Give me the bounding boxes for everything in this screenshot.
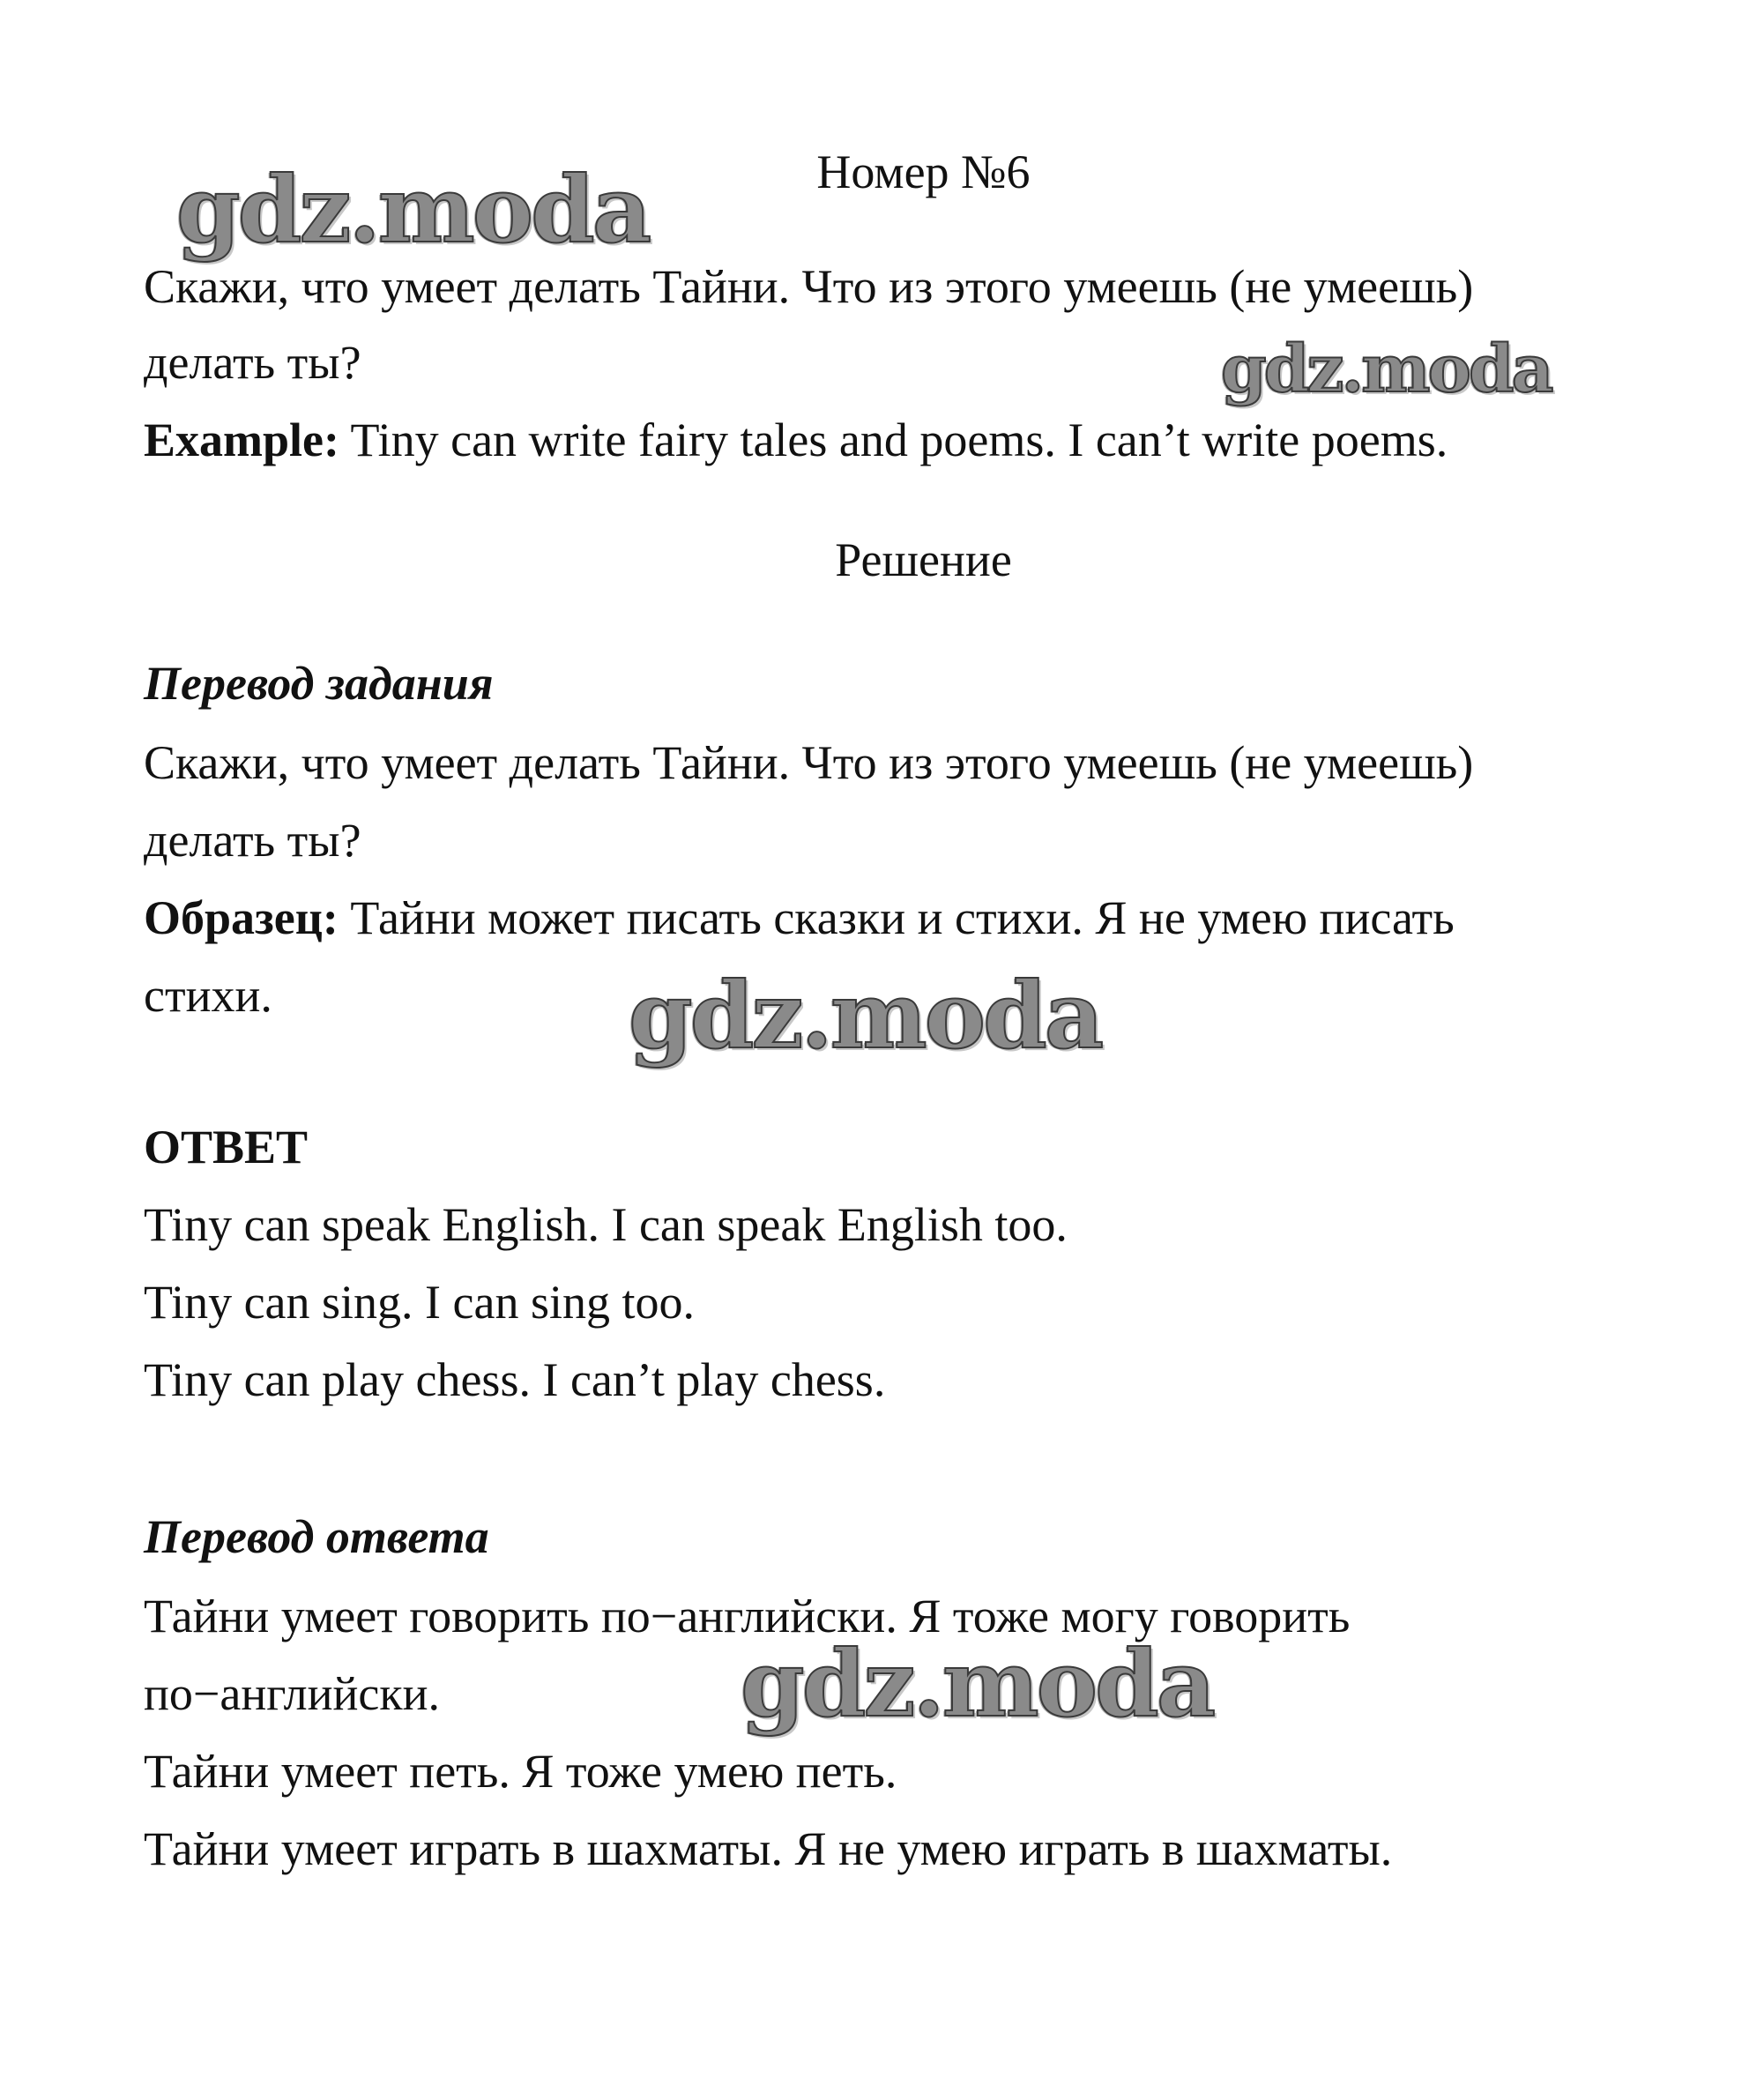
task-line-2: делать ты? [144, 336, 361, 389]
solution-heading: Решение [835, 533, 1012, 586]
answer-heading: ОТВЕТ [144, 1121, 309, 1173]
translation-sample-cont: стихи. [144, 969, 272, 1022]
example-label: Example: [144, 413, 339, 466]
task-example [144, 413, 1448, 466]
answer-line-3: Tiny can play chess. I can’t play chess. [144, 1353, 886, 1406]
task-line-1: Скажи, что умеет делать Тайни. Что из этого умеешь (не умеешь) [144, 260, 1474, 313]
translation-sample [144, 891, 1455, 944]
translation-heading: Перевод задания [144, 657, 494, 710]
translation-line-1: Скажи, что умеет делать Тайни. Что из этого умеешь (не умеешь) [144, 736, 1474, 789]
answer-translation-line-2: по−английски. [144, 1667, 440, 1720]
watermark-logo: gdz.moda [741, 1629, 1214, 1738]
sample-text: Тайни может писать сказки и стихи. Я не умею писать [338, 891, 1455, 944]
translation-line-2: делать ты? [144, 814, 361, 867]
sample-label: Образец: [144, 891, 339, 944]
example-text: Tiny can write fairy tales and poems. I can’t write poems. [339, 413, 1448, 466]
answer-line-2: Tiny can sing. I can sing too. [144, 1276, 695, 1329]
page-title: Номер №6 [816, 145, 1031, 198]
watermark-logo: gdz.moda [1221, 331, 1552, 407]
answer-line-1: Tiny can speak English. I can speak English too. [144, 1198, 1068, 1251]
watermark-logo: gdz.moda [176, 155, 650, 264]
watermark-logo: gdz.moda [629, 961, 1102, 1069]
answer-translation-line-1: Тайни умеет говорить по−английски. Я тоже могу говорить [144, 1590, 1351, 1642]
answer-translation-line-3: Тайни умеет петь. Я тоже умею петь. [144, 1745, 897, 1798]
answer-translation-heading: Перевод ответа [144, 1510, 489, 1563]
answer-translation-line-4: Тайни умеет играть в шахматы. Я не умею играть в шахматы. [144, 1822, 1393, 1875]
